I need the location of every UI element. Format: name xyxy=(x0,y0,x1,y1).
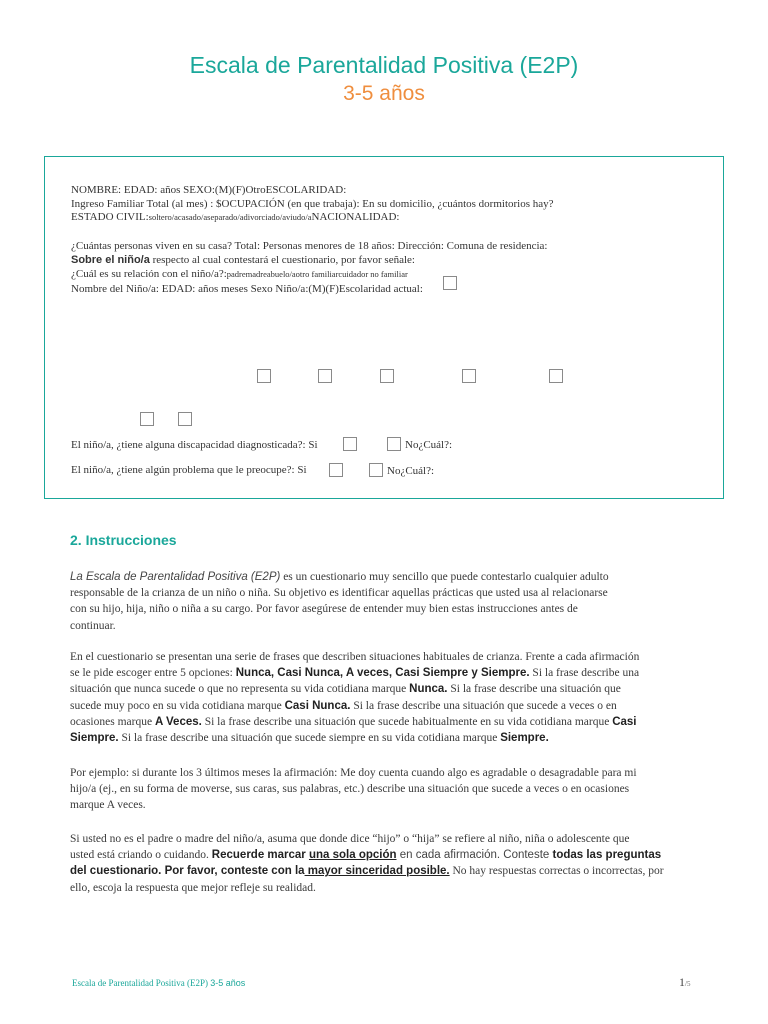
form-line-about-child: Sobre el niño/a respecto al cual contestará el cuestionario, por favor señale: xyxy=(71,254,415,266)
checkbox[interactable] xyxy=(318,369,332,383)
checkbox[interactable] xyxy=(140,412,154,426)
instructions-paragraph-notes: Si usted no es el padre o madre del niño/a, asuma que donde dice “hijo” o “hija” se refiere al niño, niña o adolescente que usted está criando o cuidando. Recuerde marcar una sola opción en cada afirmación. Conteste todas las preguntas del cuestionario. Por favor, conteste con la mayor sinceridad posible. No hay respuestas correctas o incorrectas, por ello, escoja la respuesta que mejor refleje su realidad. xyxy=(70,833,664,894)
form-line-civil-status: ESTADO CIVIL:soltero/acasado/aseparado/adivorciado/aviudo/aNACIONALIDAD: xyxy=(71,211,400,223)
instructions-heading: 2. Instrucciones xyxy=(70,532,177,548)
document-subtitle: 3-5 años xyxy=(343,82,425,105)
concern-no-checkbox[interactable] xyxy=(369,463,383,477)
checkbox[interactable] xyxy=(178,412,192,426)
checkbox[interactable] xyxy=(257,369,271,383)
checkbox[interactable] xyxy=(549,369,563,383)
form-line-child-name: Nombre del Niño/a: EDAD: años meses Sexo Niño/a:(M)(F)Escolaridad actual: xyxy=(71,283,423,295)
disability-yes-checkbox[interactable] xyxy=(343,437,357,451)
question-concern: El niño/a, ¿tiene algún problema que le preocupe?: Si xyxy=(71,464,307,476)
checkbox[interactable] xyxy=(462,369,476,383)
document-title: Escala de Parentalidad Positiva (E2P) xyxy=(189,52,579,78)
page-number: 1/5 xyxy=(679,975,691,989)
question-disability: El niño/a, ¿tiene alguna discapacidad diagnosticada?: Si xyxy=(71,439,318,451)
form-line-income-occupation: Ingreso Familiar Total (al mes) : $OCUPACIÓN (en que trabaja): En su domicilio, ¿cuántos dormitorios hay? xyxy=(71,198,554,210)
concern-yes-checkbox[interactable] xyxy=(329,463,343,477)
instructions-paragraph-options: En el cuestionario se presentan una serie de frases que describen situaciones habituales de crianza. Frente a cada afirmación se le pide escoger entre 5 opciones: Nunca, Casi Nunca, A veces, Casi Siempre y Siempre. Si la frase describe una situación que nunca sucede o que no representa su vida cotidiana marque Nunca. Si la frase describe una situación que sucede muy poco en su vida cotidiana marque Casi Nunca. Si la frase describe una situación que sucede a veces o en ocasiones marque A Veces. Si la frase describe una situación que sucede habitualmente en su vida cotidiana marque Casi Siempre. Si la frase describe una situación que sucede siempre en su vida cotidiana marque Siempre. xyxy=(70,651,640,745)
form-line-household: ¿Cuántas personas viven en su casa? Total: Personas menores de 18 años: Dirección: Comuna de residencia: xyxy=(71,240,548,252)
footer-document-title: Escala de Parentalidad Positiva (E2P) 3-5 años xyxy=(72,978,246,988)
instructions-paragraph-example: Por ejemplo: si durante los 3 últimos meses la afirmación: Me doy cuenta cuando algo es agradable o desagradable para mi hijo/a (ej., en su forma de moverse, sus caras, sus palabras, etc.) describe una situación que sucede a veces o en ocasiones marque A veces. xyxy=(70,767,637,812)
respondent-data-form xyxy=(44,156,724,499)
disability-no-label: No¿Cuál?: xyxy=(405,439,453,451)
concern-no-label: No¿Cuál?: xyxy=(387,465,435,477)
form-line-relationship: ¿Cuál es su relación con el niño/a?:padremadreabuelo/aotro familiarcuidador no familiar xyxy=(71,268,408,280)
instructions-paragraph-intro: La Escala de Parentalidad Positiva (E2P) es un cuestionario muy sencillo que puede contestarlo cualquier adulto responsable de la crianza de un niño o niña. Su objetivo es identificar aquellas prácticas que usted usa al relacionarse con su hijo, hija, niño o niña a su cargo. Por favor asegúrese de entender muy bien estas instrucciones antes de continuar. xyxy=(70,571,609,632)
disability-no-checkbox[interactable] xyxy=(387,437,401,451)
checkbox[interactable] xyxy=(443,276,457,290)
form-line-name-age-sex: NOMBRE: EDAD: años SEXO:(M)(F)OtroESCOLARIDAD: xyxy=(71,184,347,196)
checkbox[interactable] xyxy=(380,369,394,383)
